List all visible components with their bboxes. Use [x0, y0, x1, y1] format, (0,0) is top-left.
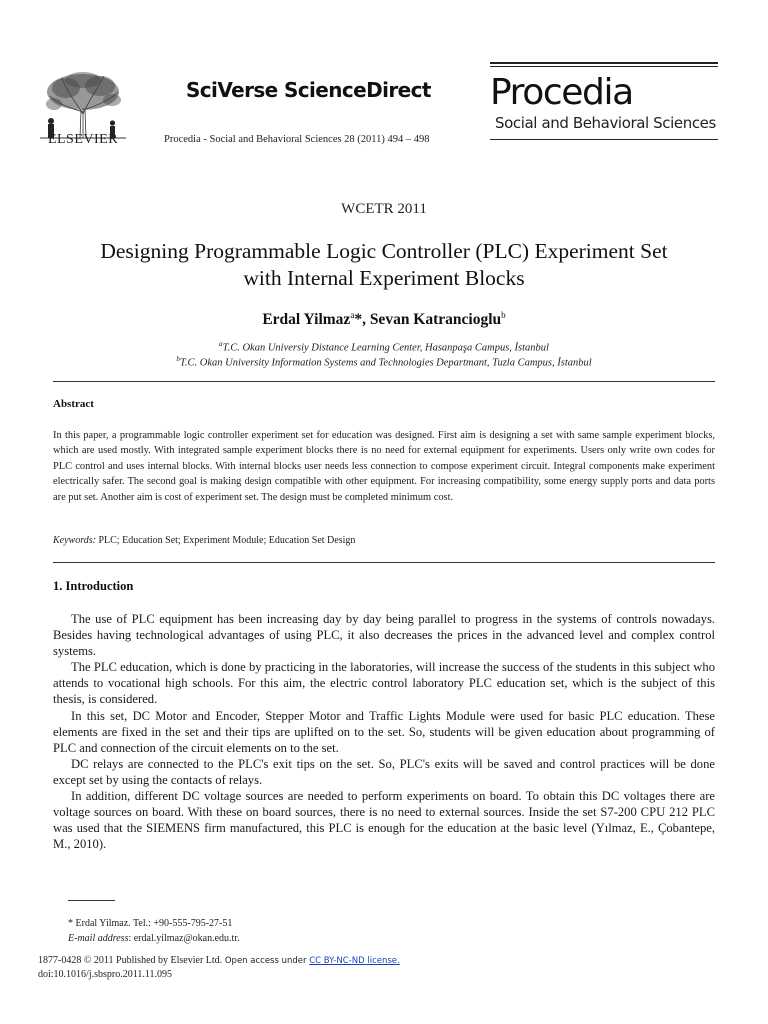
author-list — [0, 310, 768, 329]
abstract-heading: Abstract — [53, 398, 94, 410]
footnote-contact: * Erdal Yilmaz. Tel.: +90-555-795-27-51 — [68, 918, 233, 929]
intro-paragraph: In addition, different DC voltage sources are needed to perform experiments on board. To obtain this DC voltages there are voltage sources on board. With these on board sources, there is no need to external sources. Inside the set S7-200 CPU 212 PLC was used that the SIEMENS firm manufactured, this PLC is enough for the education at the basic level (Yılmaz, E., Çobantepe, M., 2010). — [53, 789, 715, 852]
affiliation-a-text: T.C. Okan Universiy Distance Learning Center, Hasanpaşa Campus, İstanbul — [222, 342, 549, 354]
email-label: E-mail address — [68, 933, 129, 944]
keywords — [53, 535, 355, 546]
affiliation-b-text: T.C. Okan University Information Systems and Technologies Departmant, Tuzla Campus, İstanbul — [179, 357, 592, 369]
journal-citation: Procedia - Social and Behavioral Sciences 28 (2011) 494 – 498 — [164, 134, 430, 145]
copyright-line — [38, 955, 400, 966]
intro-paragraph: In this set, DC Motor and Encoder, Stepper Motor and Traffic Lights Module were used for basic PLC education. These elements are fixed in the set and their tips are uplifted on to the set. So, students will be given education about programming of PLC and connection of the circuit elements on to the set. — [53, 708, 715, 755]
title-line-1: Designing Programmable Logic Controller (PLC) Experiment Set — [100, 239, 668, 263]
affiliation-a-mark: a — [219, 340, 223, 348]
license-link[interactable]: CC BY-NC-ND license. — [309, 956, 400, 966]
keywords-label: Keywords: — [53, 535, 96, 546]
journal-subtitle: Social and Behavioral Sciences — [495, 114, 716, 132]
journal-title: Procedia — [490, 72, 633, 113]
footnote-email — [68, 933, 240, 944]
conference-name: WCETR 2011 — [341, 201, 427, 217]
abstract-top-rule — [53, 381, 715, 382]
footnote-rule — [68, 900, 115, 901]
keywords-list: PLC; Education Set; Experiment Module; Education Set Design — [95, 535, 356, 546]
platform-name: SciVerse ScienceDirect — [186, 78, 431, 102]
journal-rule-bottom — [490, 139, 718, 140]
affiliation-b-mark: b — [176, 355, 180, 363]
journal-rule-top — [490, 62, 718, 64]
affiliation-a — [0, 340, 768, 354]
author-2-affil-mark: b — [501, 310, 506, 320]
intro-paragraph: DC relays are connected to the PLC's exit tips on the set. So, PLC's exits will be saved and control practices will be done except set by using the contacts of relays. — [53, 756, 715, 787]
author-1-affil-mark: a — [350, 310, 355, 320]
introduction-body — [53, 611, 715, 852]
abstract-text: In this paper, a programmable logic controller experiment set for education was designed. First aim is designing a set with same sample experiment blocks, which are used mostly. With integrated sample experiment blocks there is no need for external equipment for experiments. Users only write own codes for PLC control and uses internal blocks. With internal blocks user needs less connection to compose experiment circuit. Integral components make experiment electrically safer. The second goal is making design compatible with other equipment. For increasing compatibility, some energy supply ports and data ports are put set. Another aim is cost of experiment set. The design must be completed minimum cost. — [53, 430, 715, 503]
abstract-bottom-rule — [53, 562, 715, 563]
intro-paragraph: The use of PLC equipment has been increasing day by day being parallel to progress in the systems of controls nowadays. Besides having technological advantages of using PLC, it also decreases the prices in the advanced level and complex control systems. — [53, 612, 715, 659]
email-address: : erdal.yilmaz@okan.edu.tr. — [128, 933, 240, 944]
affiliation-b — [0, 355, 768, 369]
author-2: Sevan Katrancioglu — [369, 311, 502, 329]
copyright-text: 1877-0428 © 2011 Published by Elsevier Ltd. — [38, 955, 223, 966]
title-line-2: with Internal Experiment Blocks — [243, 266, 525, 290]
intro-paragraph: The PLC education, which is done by practicing in the laboratories, will increase the success of the students in this subject who attends to vocational high schools. For this aim, the electric control laboratory PLC education set, which is the subject of this thesis, is considered. — [53, 660, 715, 707]
open-access-text: Open access under — [222, 956, 310, 966]
doi-line: doi:10.1016/j.sbspro.2011.11.095 — [38, 969, 172, 980]
corresponding-mark: *, — [354, 311, 370, 329]
publisher-name: ELSEVIER — [47, 132, 119, 147]
paper-title — [40, 238, 728, 292]
journal-rule-top-thin — [490, 66, 718, 67]
section-heading-introduction: 1. Introduction — [53, 579, 134, 593]
author-1: Erdal Yilmaz — [262, 311, 351, 329]
